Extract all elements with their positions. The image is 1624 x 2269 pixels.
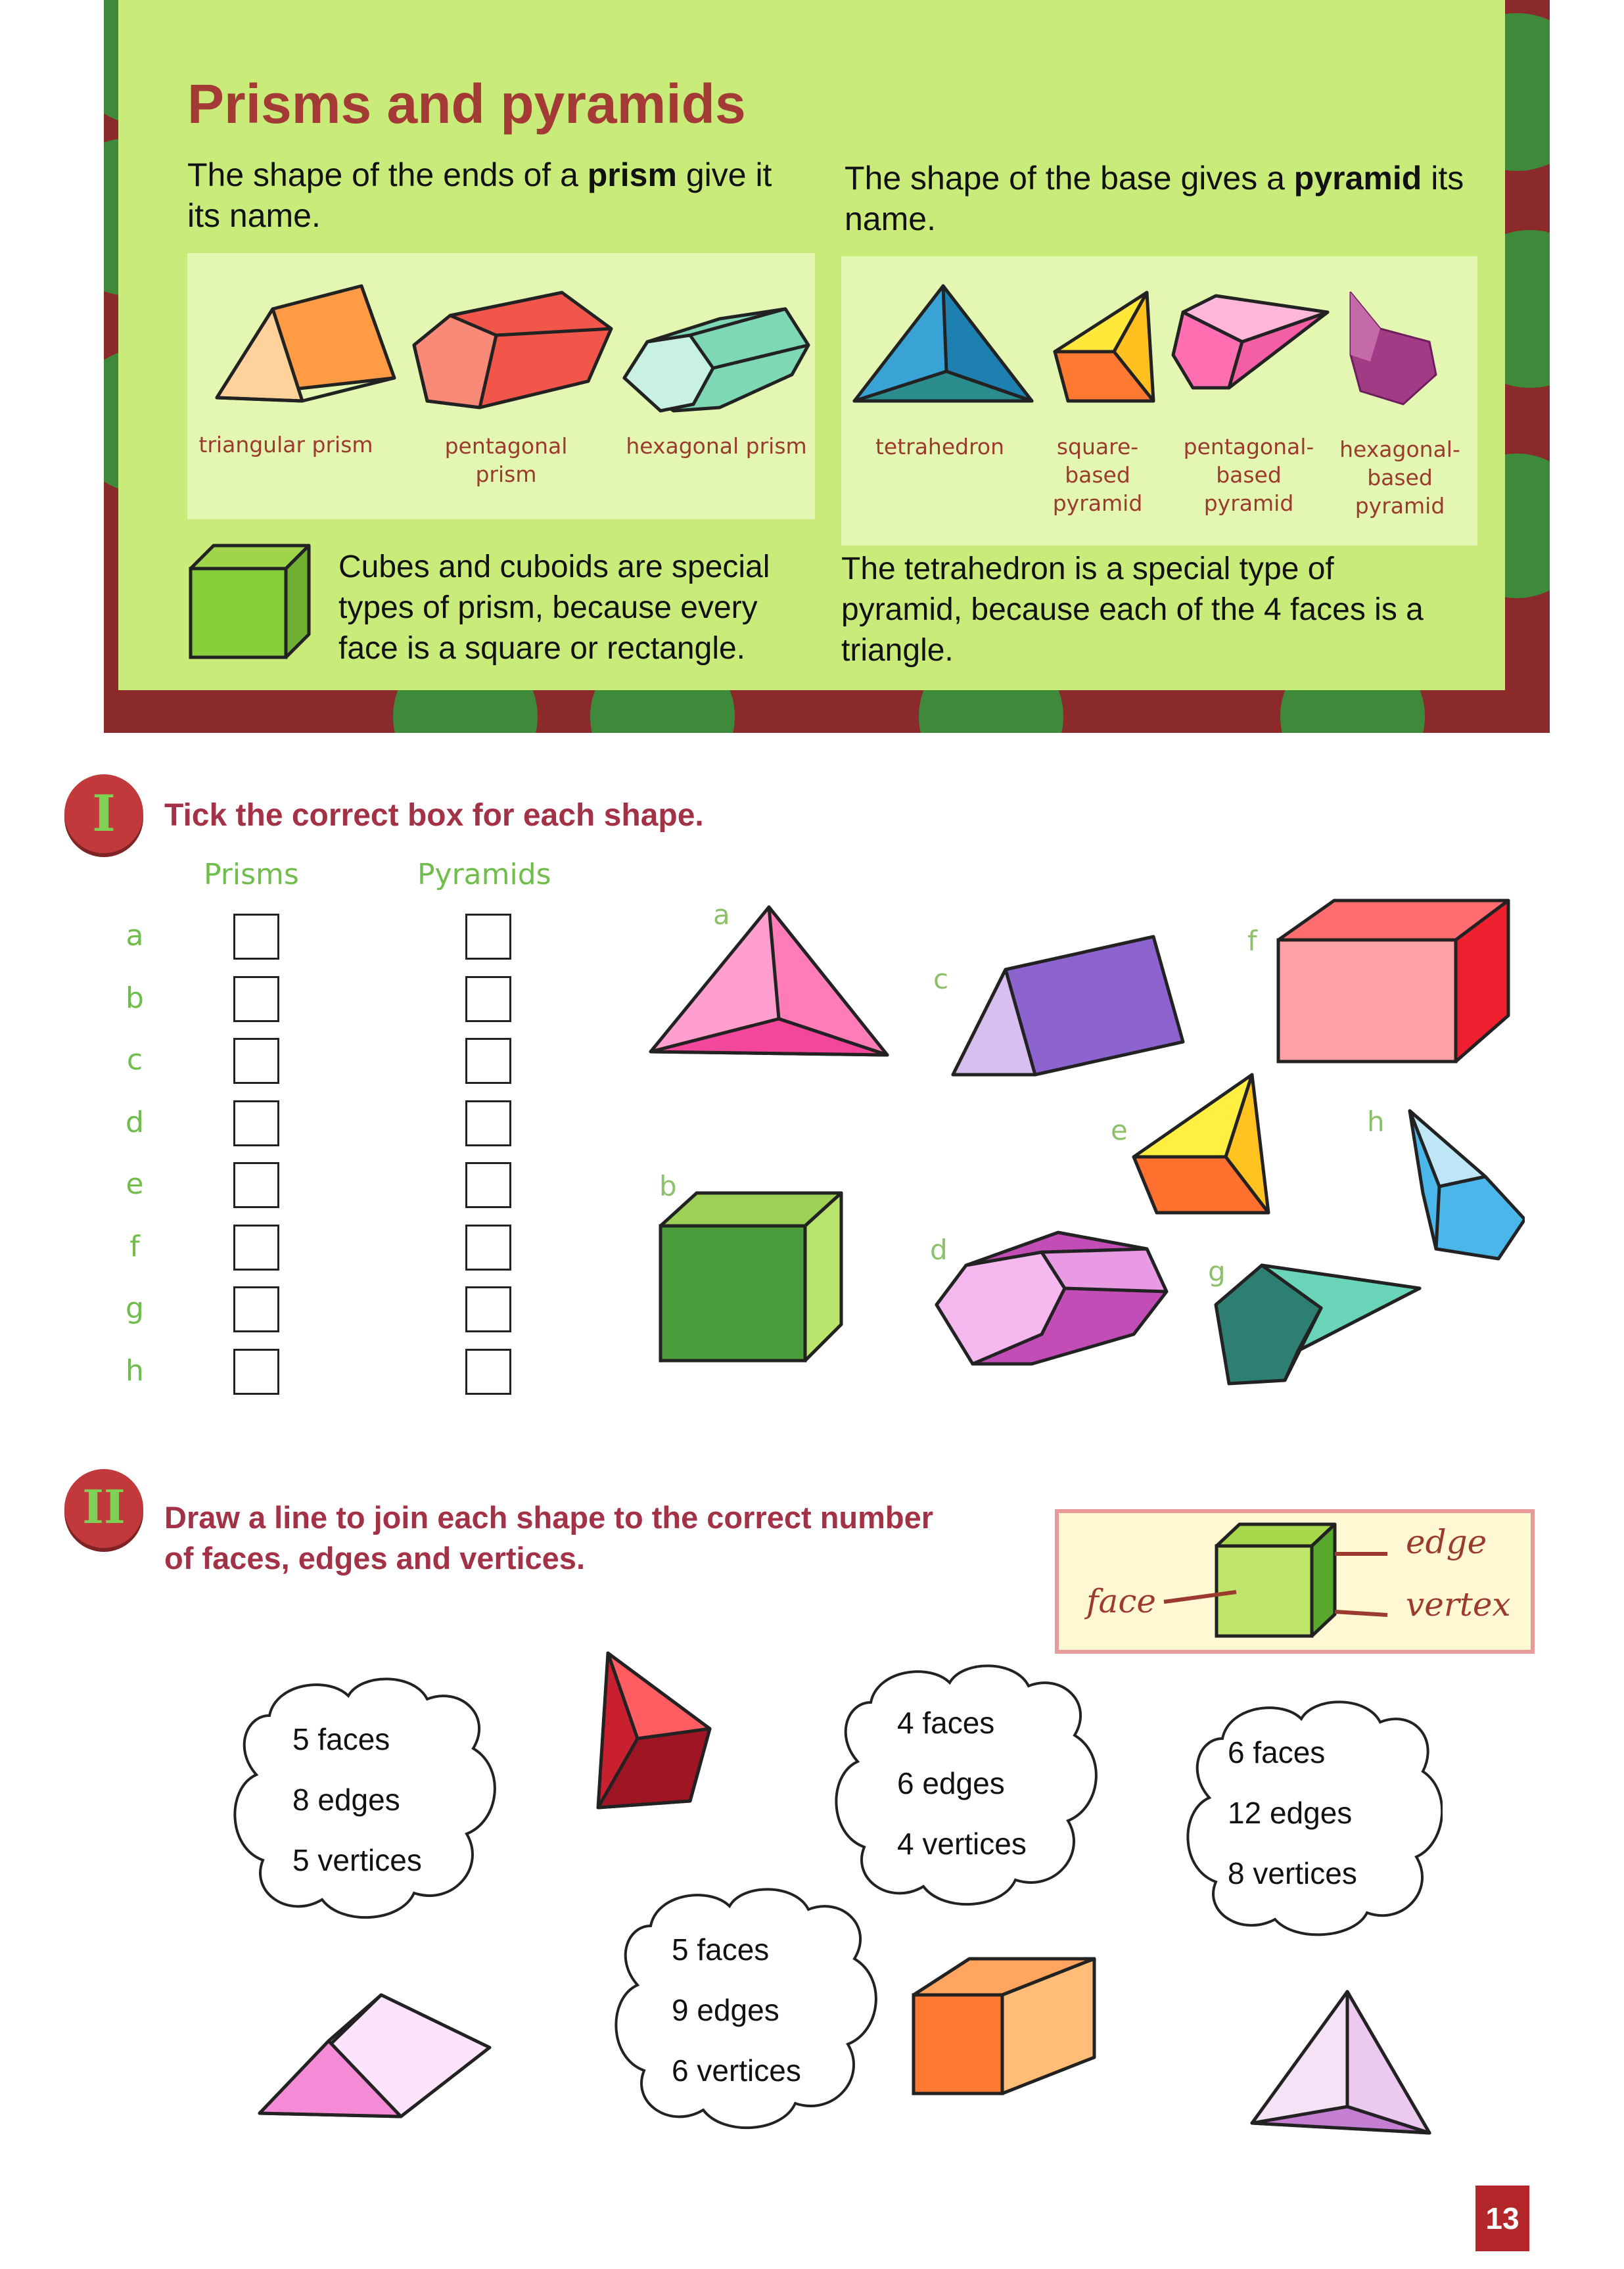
tetrahedron-label: tetrahedron [875, 434, 1005, 459]
shape-c-label: c [933, 963, 949, 995]
pink-triangular-prism-shape [256, 1988, 496, 2120]
shape-c-triangular-prism [950, 930, 1190, 1081]
question-2-instruction: Draw a line to join each shape to the correct number of faces, edges and vertices. [164, 1500, 934, 1576]
pyramid-word: pyramid [1293, 160, 1422, 197]
hexagonal-based-pyramid-label: hexagonal-based pyramid [1339, 436, 1460, 519]
shape-g-pentagonal-pyramid [1213, 1259, 1426, 1390]
prism-checkbox[interactable] [233, 914, 279, 960]
page-number: 13 [1475, 2186, 1529, 2251]
prism-checkbox[interactable] [233, 1349, 279, 1395]
cloud-4-vertices: 6 vertices [672, 2053, 801, 2088]
pentagonal-based-pyramid-label: pentagonal-based pyramid [1183, 434, 1314, 516]
hexagonal-prism-label: hexagonal prism [626, 433, 807, 459]
cloud-3-text [1228, 1722, 1357, 1904]
tetrahedron-icon [848, 279, 1038, 408]
question-1-instruction: Tick the correct box for each shape. [164, 798, 704, 833]
purple-tetrahedron-shape [1249, 1988, 1436, 2136]
pyramid-checkbox[interactable] [465, 1225, 511, 1271]
cloud-3-vertices: 8 vertices [1228, 1856, 1357, 1890]
legend-vertex-label: vertex [1406, 1585, 1511, 1624]
cube-icon [187, 542, 315, 664]
question-2-badge [64, 1469, 143, 1548]
pyramid-checkbox[interactable] [465, 1100, 511, 1146]
pyramids-column-header: Pyramids [417, 858, 551, 891]
square-based-pyramid-label: square-based pyramid [1052, 434, 1143, 516]
cloud-1-text [292, 1709, 422, 1890]
prism-intro-text-1: The shape of the ends of a [187, 156, 588, 193]
row-label: e [126, 1167, 144, 1201]
cloud-2-edges: 6 edges [897, 1766, 1005, 1800]
shape-b-cube [657, 1190, 845, 1367]
shape-h-pyramid [1400, 1104, 1525, 1262]
question-1-number: I [92, 784, 116, 843]
prism-checkbox[interactable] [233, 976, 279, 1022]
hexagonal-prism-icon [621, 299, 812, 414]
cloud-3-faces: 6 faces [1228, 1735, 1326, 1769]
cube-note: Cubes and cuboids are special types of prism, because every face is a square or rectangle. [338, 550, 770, 666]
prism-intro-text-2: give it its name. [187, 156, 772, 234]
row-label: g [126, 1292, 144, 1325]
shape-h-label: h [1367, 1106, 1385, 1138]
legend-box [1055, 1509, 1535, 1654]
pyramid-intro-text-1: The shape of the base gives a [845, 160, 1294, 197]
pentagonal-prism-icon [411, 289, 618, 411]
prism-checkbox[interactable] [233, 1038, 279, 1084]
prisms-column-header: Prisms [204, 858, 299, 891]
cloud-4-edges: 9 edges [672, 1993, 779, 2027]
triangular-prism-icon [210, 279, 401, 411]
pyramid-intro [845, 158, 1469, 239]
cloud-1-edges: 8 edges [292, 1783, 400, 1817]
shape-d-hexagonal-prism [933, 1226, 1170, 1370]
hexagonal-based-pyramid-icon [1344, 289, 1443, 408]
pentagonal-based-pyramid-icon [1170, 292, 1334, 394]
pyramid-checkbox[interactable] [465, 1038, 511, 1084]
row-label: f [129, 1230, 140, 1263]
prism-word: prism [587, 156, 677, 193]
tetrahedron-note: The tetrahedron is a special type of pyramid, because each of the 4 faces is a triangle. [841, 551, 1424, 668]
cloud-4-faces: 5 faces [672, 1932, 770, 1967]
orange-cuboid-shape [910, 1955, 1098, 2100]
pyramid-checkbox[interactable] [465, 1286, 511, 1332]
square-based-pyramid-icon [1048, 289, 1160, 408]
shape-f-label: f [1247, 925, 1257, 957]
question-2-number: II [82, 1480, 126, 1534]
cloud-2-faces: 4 faces [897, 1706, 995, 1740]
shape-f-cuboid [1275, 894, 1512, 1068]
shape-a-label: a [713, 899, 730, 931]
prism-checkbox[interactable] [233, 1100, 279, 1146]
pyramid-checkbox[interactable] [465, 1162, 511, 1208]
triangular-prism-label: triangular prism [198, 432, 373, 457]
cloud-1-faces: 5 faces [292, 1722, 390, 1756]
prism-checkbox[interactable] [233, 1225, 279, 1271]
legend-face-label: face [1086, 1582, 1156, 1620]
row-label: b [126, 981, 144, 1015]
red-square-pyramid-shape [592, 1650, 716, 1814]
pyramid-intro-text-2: its name. [845, 160, 1464, 237]
prism-intro [187, 154, 779, 236]
legend-edge-label: edge [1406, 1523, 1487, 1561]
shape-g-label: g [1208, 1255, 1226, 1288]
cloud-2-vertices: 4 vertices [897, 1827, 1027, 1861]
prism-checkbox[interactable] [233, 1162, 279, 1208]
row-label: c [126, 1043, 143, 1077]
shape-d-label: d [930, 1234, 948, 1266]
row-label: h [126, 1354, 144, 1388]
shape-e-square-based-pyramid [1130, 1068, 1275, 1219]
cloud-2-text [897, 1693, 1027, 1874]
pyramid-checkbox[interactable] [465, 976, 511, 1022]
row-label: a [126, 919, 144, 952]
pyramid-checkbox[interactable] [465, 914, 511, 960]
shape-e-label: e [1111, 1114, 1128, 1146]
shape-b-label: b [659, 1170, 677, 1202]
pyramid-checkbox[interactable] [465, 1349, 511, 1395]
cloud-4-text [672, 1919, 801, 2101]
prism-checkbox[interactable] [233, 1286, 279, 1332]
pentagonal-prism-label: pentagonal prism [444, 433, 568, 487]
cloud-3-edges: 12 edges [1228, 1796, 1353, 1830]
cloud-1-vertices: 5 vertices [292, 1843, 422, 1877]
shape-a-triangular-pyramid [647, 904, 891, 1062]
question-1-badge [64, 774, 143, 853]
page-title: Prisms and pyramids [187, 73, 746, 135]
row-label: d [126, 1106, 144, 1139]
